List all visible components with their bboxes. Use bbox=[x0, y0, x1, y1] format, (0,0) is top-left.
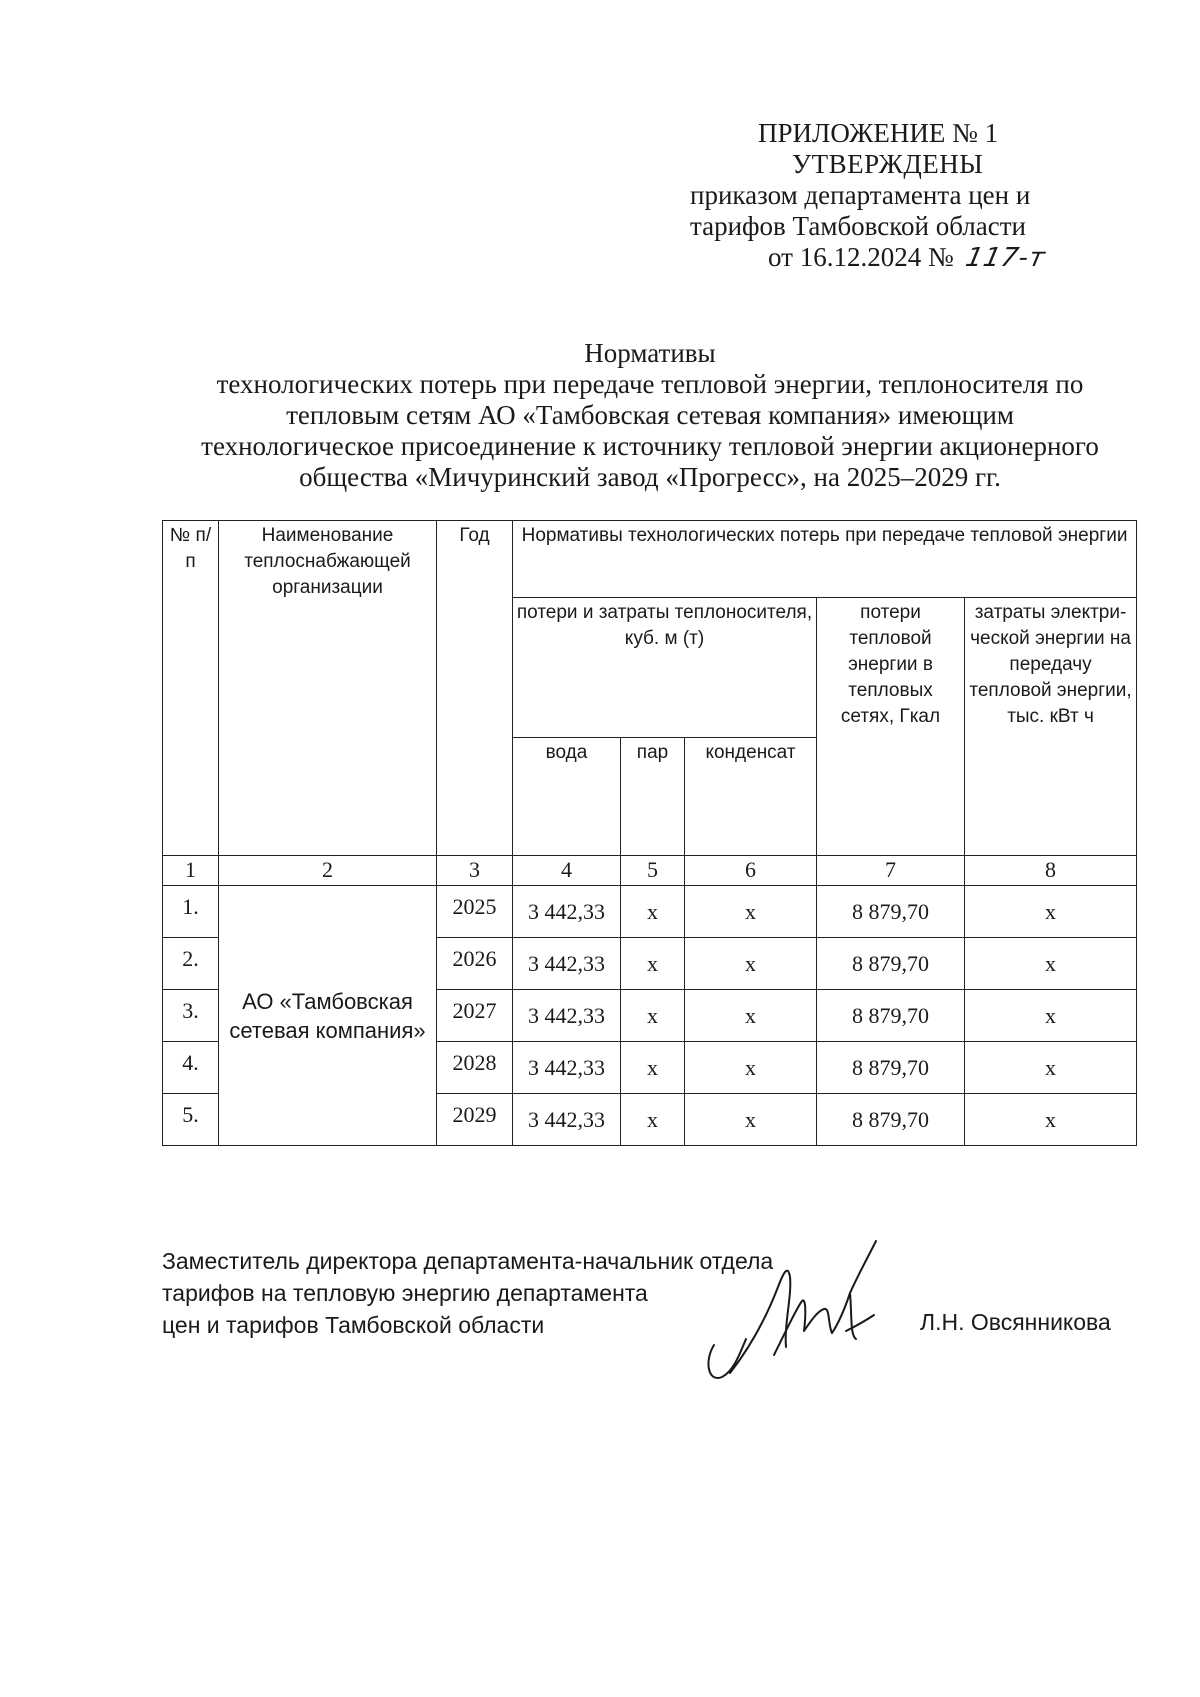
header-coolant-group: потери и затраты теплоносителя, куб. м (т) bbox=[513, 598, 817, 738]
header-year: Год bbox=[437, 521, 513, 856]
row-condensate: х bbox=[685, 1042, 817, 1094]
row-electricity: х bbox=[965, 1042, 1137, 1094]
row-heat-loss: 8 879,70 bbox=[817, 1042, 965, 1094]
row-electricity: х bbox=[965, 886, 1137, 938]
column-number: 3 bbox=[437, 856, 513, 886]
row-heat-loss: 8 879,70 bbox=[817, 1094, 965, 1146]
approved-label: УТВЕРЖДЕНЫ bbox=[792, 149, 984, 179]
row-heat-loss: 8 879,70 bbox=[817, 886, 965, 938]
order-date bbox=[680, 242, 1100, 274]
row-num: 1. bbox=[163, 886, 219, 938]
signer-name: Л.Н. Овсянникова bbox=[920, 1309, 1111, 1335]
row-water: 3 442,33 bbox=[513, 886, 621, 938]
header-electricity: затраты электри- ческой энергии на передачу тепловой энергии, тыс. кВт ч bbox=[965, 598, 1137, 856]
column-number: 4 bbox=[513, 856, 621, 886]
row-electricity: х bbox=[965, 990, 1137, 1042]
header-heat-loss: потери тепловой энергии в тепловых сетях, Гкал bbox=[817, 598, 965, 856]
row-water: 3 442,33 bbox=[513, 938, 621, 990]
appendix-number: ПРИЛОЖЕНИЕ № 1 bbox=[758, 118, 999, 148]
title-line-2: технологических потерь при передаче тепловой энергии, теплоносителя по bbox=[216, 369, 1084, 399]
header-steam: пар bbox=[621, 738, 685, 856]
organization-name: АО «Тамбовская сетевая компания» bbox=[219, 886, 437, 1146]
row-steam: х bbox=[621, 886, 685, 938]
column-number: 6 bbox=[685, 856, 817, 886]
table-row bbox=[163, 886, 1137, 938]
row-steam: х bbox=[621, 938, 685, 990]
row-num: 4. bbox=[163, 1042, 219, 1094]
norms-table bbox=[162, 520, 1137, 1146]
row-steam: х bbox=[621, 990, 685, 1042]
row-steam: х bbox=[621, 1042, 685, 1094]
handwritten-signature bbox=[700, 1235, 880, 1385]
row-steam: х bbox=[621, 1094, 685, 1146]
row-electricity: х bbox=[965, 1094, 1137, 1146]
row-year: 2025 bbox=[437, 886, 513, 938]
row-year: 2026 bbox=[437, 938, 513, 990]
row-heat-loss: 8 879,70 bbox=[817, 938, 965, 990]
row-condensate: х bbox=[685, 1094, 817, 1146]
column-number: 5 bbox=[621, 856, 685, 886]
row-num: 2. bbox=[163, 938, 219, 990]
row-water: 3 442,33 bbox=[513, 1094, 621, 1146]
document-title bbox=[110, 338, 1190, 493]
position-line-2: тарифов на тепловую энергию департамента bbox=[162, 1280, 648, 1306]
header-condensate: конденсат bbox=[685, 738, 817, 856]
order-date-text: от 16.12.2024 № bbox=[768, 242, 954, 272]
row-water: 3 442,33 bbox=[513, 990, 621, 1042]
header-num: № п/п bbox=[163, 521, 219, 856]
column-number: 1 bbox=[163, 856, 219, 886]
row-condensate: х bbox=[685, 938, 817, 990]
row-heat-loss: 8 879,70 bbox=[817, 990, 965, 1042]
row-electricity: х bbox=[965, 938, 1137, 990]
row-water: 3 442,33 bbox=[513, 1042, 621, 1094]
signer-position bbox=[162, 1245, 773, 1341]
column-number: 2 bbox=[219, 856, 437, 886]
title-line-1: Нормативы bbox=[584, 338, 716, 368]
appendix-header bbox=[680, 118, 1100, 274]
order-number-handwritten: 117-т bbox=[962, 243, 1049, 273]
row-condensate: х bbox=[685, 886, 817, 938]
title-line-3: тепловым сетям АО «Тамбовская сетевая компания» имеющим bbox=[286, 400, 1014, 430]
column-number-row bbox=[163, 856, 1137, 886]
order-authority-line1: приказом департамента цен и bbox=[690, 180, 1031, 210]
title-line-5: общества «Мичуринский завод «Прогресс», на 2025–2029 гг. bbox=[299, 462, 1001, 492]
position-line-3: цен и тарифов Тамбовской области bbox=[162, 1312, 545, 1338]
order-authority-line2: тарифов Тамбовской области bbox=[690, 211, 1026, 241]
row-year: 2027 bbox=[437, 990, 513, 1042]
title-line-4: технологическое присоединение к источнику тепловой энергии акционерного bbox=[201, 431, 1099, 461]
header-norms-group: Нормативы технологических потерь при передаче тепловой энергии bbox=[513, 521, 1137, 598]
column-number: 8 bbox=[965, 856, 1137, 886]
header-water: вода bbox=[513, 738, 621, 856]
column-number: 7 bbox=[817, 856, 965, 886]
row-num: 5. bbox=[163, 1094, 219, 1146]
position-line-1: Заместитель директора департамента-начальник отдела bbox=[162, 1248, 774, 1274]
row-year: 2029 bbox=[437, 1094, 513, 1146]
header-organization: Наименование теплоснабжающей организации bbox=[219, 521, 437, 856]
row-year: 2028 bbox=[437, 1042, 513, 1094]
row-condensate: х bbox=[685, 990, 817, 1042]
row-num: 3. bbox=[163, 990, 219, 1042]
